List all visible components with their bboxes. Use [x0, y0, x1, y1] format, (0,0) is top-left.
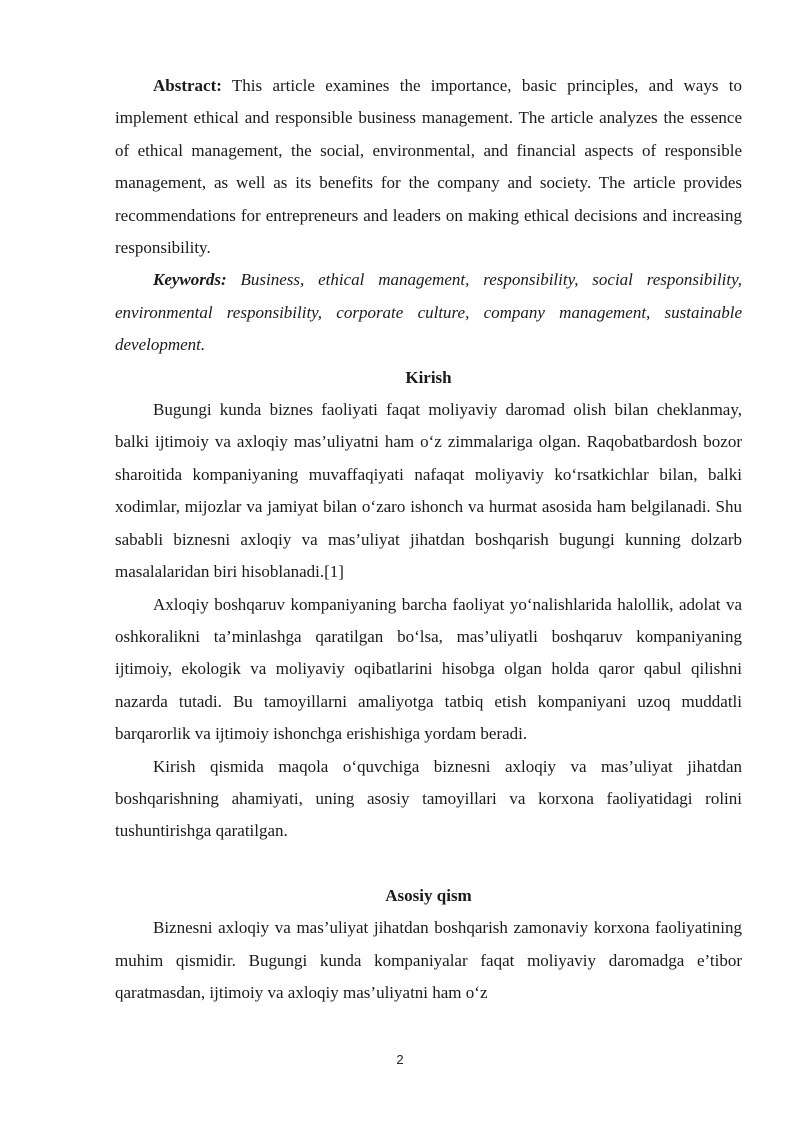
- keywords-paragraph: [115, 264, 742, 361]
- intro-paragraph-3: Kirish qismida maqola o‘quvchiga biznesni axloqiy va mas’uliyat jihatdan boshqarishning ahamiyati, uning asosiy tamoyillari va korxona faoliyatidagi rolini tushuntirishga qaratilgan.: [115, 756, 742, 841]
- intro-heading: Kirish: [405, 367, 452, 387]
- intro-paragraph-2: Axloqiy boshqaruv kompaniyaning barcha faoliyat yo‘nalishlarida halollik, adolat va oshkoralikni ta’minlashga qaratilgan bo‘lsa, mas’uliyatli boshqaruv kompaniyaning ijtimoiy, ekologik va moliyaviy oqibatlarini hisobga olgan holda qaror qabul qilishni nazarda tutadi. Bu tamoyillarni amaliyotga tatbiq etish kompaniyani uzoq muddatli barqarorlik va ijtimoiy ishonchga erishishiga yordam beradi.: [115, 594, 742, 744]
- section-spacer: [115, 848, 742, 880]
- page-number: 2: [396, 1052, 404, 1067]
- keywords-label: Keywords:: [153, 270, 227, 290]
- main-paragraph-1: Biznesni axloqiy va mas’uliyat jihatdan boshqarish zamonaviy korxona faoliyatining muhim qismidir. Bugungi kunda kompaniyalar faqat moliyaviy daromadga e’tibor qaratmasdan, ijtimoiy va axloqiy mas’uliyatni ham o‘z: [115, 918, 742, 1002]
- abstract-label: Abstract:: [153, 76, 222, 95]
- main-heading: Asosiy qism: [385, 885, 472, 905]
- abstract-text: This article examines the importance, basic principles, and ways to implement ethical and responsible business management. The article analyzes the essence of ethical management, the social, environmental, and financial aspects of responsible management, as well as its benefits for the company and society. The article provides recommendations for entrepreneurs and leaders on making ethical decisions and increasing responsibility.: [115, 76, 742, 258]
- intro-paragraph-1: Bugungi kunda biznes faoliyati faqat moliyaviy daromad olish bilan cheklanmay, balki ijtimoiy va axloqiy mas’uliyatni ham o‘z zimmalariga olgan. Raqobatbardosh bozor sharoitida kompaniyaning muvaffaqiyati nafaqat moliyaviy ko‘rsatkichlar bilan, balki xodimlar, mijozlar va jamiyat bilan o‘zaro ishonch va hurmat asosida ham belgilanadi. Shu sababli biznesni axloqiy va mas’uliyat jihatdan boshqarish bugungi kunning dolzarb masalalaridan biri hisoblanadi.[1]: [115, 400, 742, 582]
- abstract-paragraph: [115, 70, 742, 264]
- keywords-text: Business, ethical management, responsibility, social responsibility, environmental responsibility, corporate culture, company management, sustainable development.: [115, 270, 742, 355]
- document-page: [115, 70, 742, 1009]
